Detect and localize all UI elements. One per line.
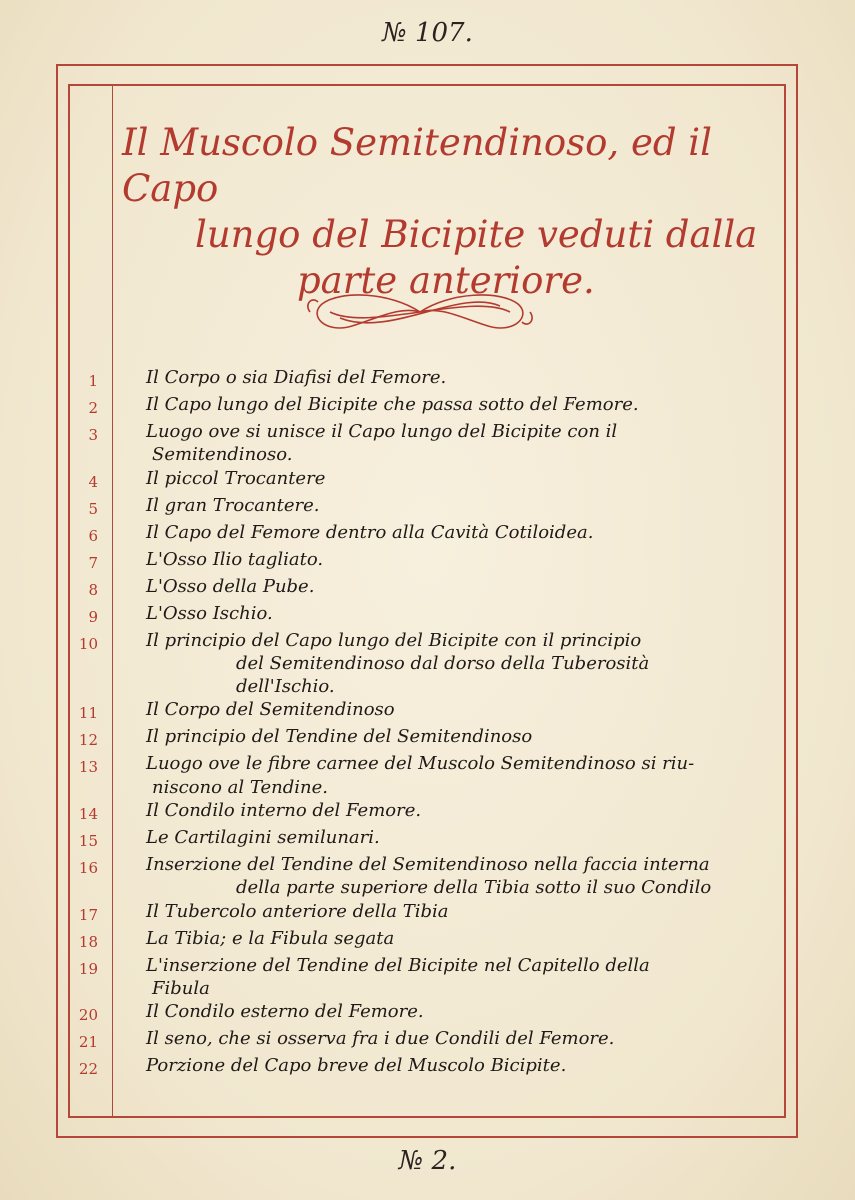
folio-number: № 107. <box>382 18 473 48</box>
entry-number: 12 <box>78 731 98 750</box>
entry-line: L'Osso della Pube. <box>146 575 315 597</box>
entry-number: 22 <box>78 1060 98 1079</box>
entry-text <box>110 393 730 416</box>
entry-text <box>110 494 730 517</box>
entry-text <box>110 1000 730 1023</box>
legend-entry <box>0 1027 855 1054</box>
entry-text <box>110 853 730 900</box>
entry-line: Il Corpo del Semitendinoso <box>146 699 395 721</box>
entry-line: del Semitendinoso dal dorso della Tuberosità <box>236 652 650 674</box>
title-line-3: parte anteriore. <box>297 259 595 302</box>
entry-number: 18 <box>78 932 98 951</box>
legend-entry <box>0 420 855 467</box>
entry-text <box>110 698 730 721</box>
entry-text <box>110 826 730 849</box>
legend-entry <box>0 927 855 954</box>
entry-number: 10 <box>78 634 98 653</box>
entry-number: 6 <box>88 526 98 545</box>
entry-text <box>110 575 730 598</box>
entry-line: Inserzione del Tendine del Semitendinoso nella faccia interna <box>146 854 710 876</box>
legend-entry <box>0 698 855 725</box>
entry-line: L'Osso Ischio. <box>146 602 273 624</box>
legend-entry <box>0 521 855 548</box>
legend-entry <box>0 393 855 420</box>
entry-line: Il seno, che si osserva fra i due Condili del Femore. <box>146 1028 615 1050</box>
legend-entry <box>0 548 855 575</box>
entry-text <box>110 927 730 950</box>
entry-number: 19 <box>78 959 98 978</box>
entry-text <box>110 799 730 822</box>
entry-number: 11 <box>78 704 98 723</box>
entry-number: 21 <box>78 1033 98 1052</box>
entry-line: Il principio del Tendine del Semitendinoso <box>146 726 533 748</box>
entry-number: 5 <box>88 499 98 518</box>
entry-text <box>110 1027 730 1050</box>
entry-line: Il Condilo esterno del Femore. <box>146 1001 424 1023</box>
entry-line: della parte superiore della Tibia sotto il suo Condilo <box>236 877 712 899</box>
legend-entry <box>0 826 855 853</box>
entry-text <box>110 629 730 699</box>
entry-number: 14 <box>78 805 98 824</box>
page-title <box>100 120 780 304</box>
entry-line: L'inserzione del Tendine del Bicipite nel Capitello della <box>146 954 650 976</box>
entry-number: 8 <box>88 580 98 599</box>
entry-line: Il Capo del Femore dentro alla Cavità Cotiloidea. <box>146 521 594 543</box>
entry-line: Il piccol Trocantere <box>146 467 326 489</box>
legend-entry <box>0 900 855 927</box>
entry-line: Luogo ove si unisce il Capo lungo del Bicipite con il <box>146 421 618 442</box>
entry-line: Il Tubercolo anteriore della Tibia <box>146 900 449 922</box>
entry-line: Il Corpo o sia Diafisi del Femore. <box>146 367 447 388</box>
entry-line: Il principio del Capo lungo del Bicipite con il principio <box>146 629 642 651</box>
legend-entry <box>0 366 855 393</box>
entry-number: 9 <box>88 607 98 626</box>
legend-entry <box>0 602 855 629</box>
entry-number: 13 <box>78 758 98 777</box>
entry-text <box>110 900 730 923</box>
entry-text <box>110 366 730 389</box>
entry-text <box>110 954 730 1001</box>
entry-number: 4 <box>88 472 98 491</box>
entry-text <box>110 420 730 467</box>
entry-number: 3 <box>88 426 98 444</box>
sheet-number: № 2. <box>398 1146 457 1176</box>
legend-entry <box>0 799 855 826</box>
legend-entry <box>0 629 855 699</box>
legend-entry <box>0 752 855 799</box>
entry-line: Luogo ove le fibre carnee del Muscolo Semitendinoso si riu- <box>146 753 695 775</box>
entry-line: Il gran Trocantere. <box>146 494 320 516</box>
legend-entry <box>0 575 855 602</box>
entry-number: 17 <box>78 905 98 924</box>
legend-entry <box>0 1000 855 1027</box>
entry-text <box>110 602 730 625</box>
entry-number: 7 <box>88 553 98 572</box>
entry-line: Fibula <box>152 977 210 999</box>
entry-line: Il Condilo interno del Femore. <box>146 800 422 822</box>
entry-number: 1 <box>88 372 98 390</box>
entry-line: Porzione del Capo breve del Muscolo Bicipite. <box>146 1055 567 1077</box>
entry-text <box>110 521 730 544</box>
legend-list <box>0 366 855 1081</box>
entry-line: Le Cartilagini semilunari. <box>146 827 380 849</box>
entry-number: 15 <box>78 832 98 851</box>
calligraphic-flourish <box>300 282 540 342</box>
legend-entry <box>0 853 855 900</box>
legend-entry <box>0 467 855 494</box>
entry-line: Semitendinoso. <box>152 444 293 466</box>
entry-text <box>110 548 730 571</box>
entry-line: L'Osso Ilio tagliato. <box>146 548 324 570</box>
entry-text <box>110 725 730 748</box>
entry-text <box>110 467 730 490</box>
entry-line: niscono al Tendine. <box>152 776 328 798</box>
legend-entry <box>0 725 855 752</box>
entry-number: 2 <box>88 399 98 417</box>
entry-line: Il Capo lungo del Bicipite che passa sotto del Femore. <box>146 394 639 415</box>
title-line-2: lungo del Bicipite veduti dalla <box>195 213 758 256</box>
entry-line: dell'Ischio. <box>236 676 335 698</box>
legend-entry <box>0 494 855 521</box>
entry-number: 20 <box>78 1006 98 1025</box>
legend-entry <box>0 1054 855 1081</box>
title-line-1: Il Muscolo Semitendinoso, ed il Capo <box>122 121 712 210</box>
entry-text <box>110 752 730 799</box>
entry-number: 16 <box>78 859 98 878</box>
legend-entry <box>0 954 855 1001</box>
entry-text <box>110 1054 730 1077</box>
entry-line: La Tibia; e la Fibula segata <box>146 927 395 949</box>
